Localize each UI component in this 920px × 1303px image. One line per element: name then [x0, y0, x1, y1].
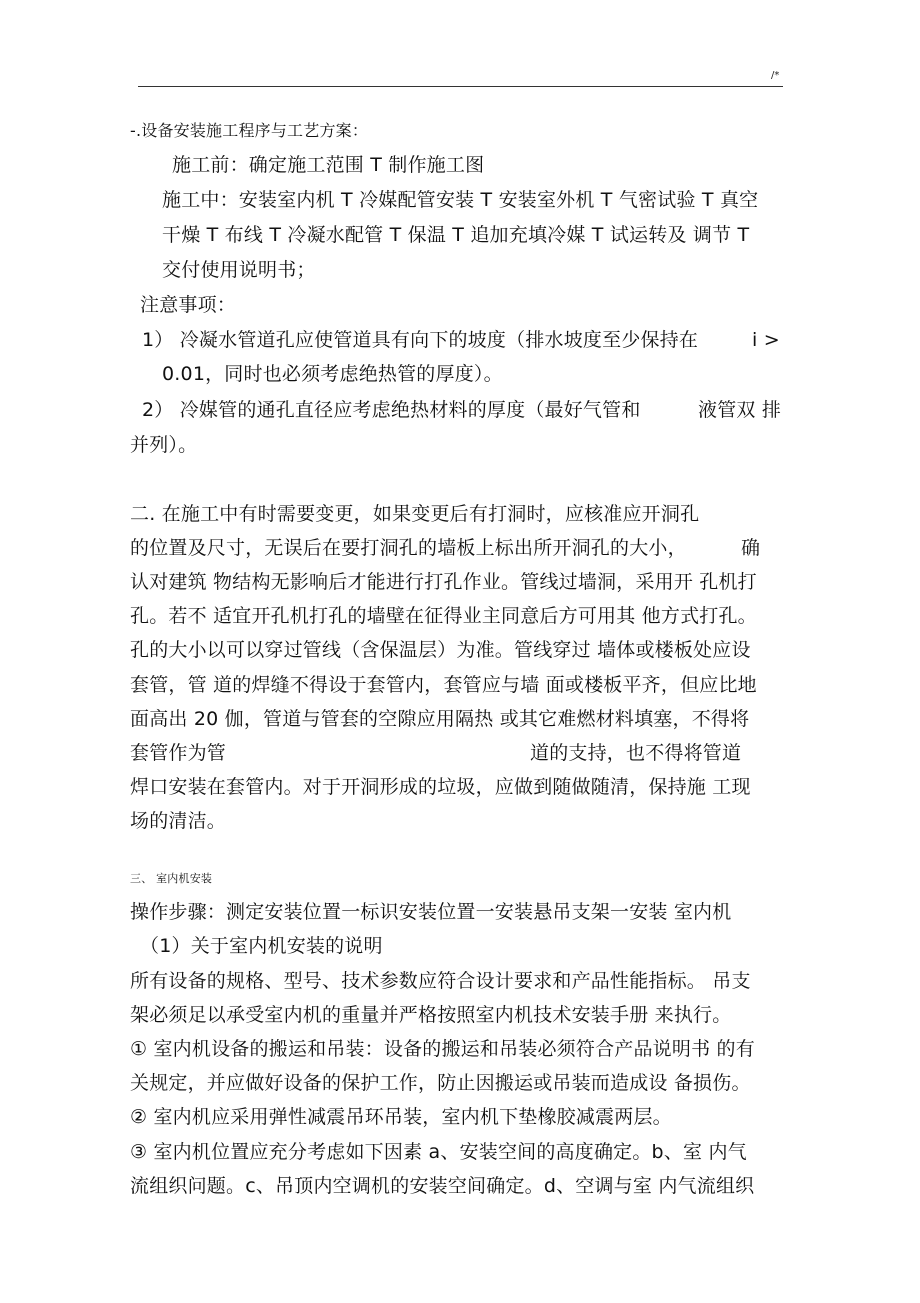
operation-steps: 操作步骤：测定安装位置一标识安装位置一安装悬吊支架一安装 室内机 [130, 901, 732, 923]
note-2-part-b: 并列）。 [130, 434, 198, 456]
section2-line-9: 焊口安装在套管内。对于开洞形成的垃圾，应做到随做随清，保持施 工现 [130, 776, 751, 798]
section3-line-7: 流组织问题。c、吊顶内空调机的安装空间确定。d、空调与室 内气流组织 [130, 1175, 755, 1197]
section2-line-4: 孔。若不 适宜开孔机打孔的墙壁在征得业主同意后方可用其 他方式打孔。 [130, 605, 757, 627]
note-2-fragment: 液管双 排 [698, 399, 782, 421]
section3-title: 三、 室内机安装 [130, 872, 213, 885]
note-1-inequality: i > [752, 329, 780, 351]
section2-line-3: 认对建筑 物结构无影响后才能进行打孔作业。管线过墙洞，采用开 孔机打 [130, 571, 757, 593]
section2-line-10: 场的清洁。 [130, 810, 227, 832]
section2-line-6: 套管，管 道的焊缝不得设于套管内，套管应与墙 面或楼板平齐，但应比地 [130, 674, 757, 696]
section2-line-7: 面高出 20 伽，管道与管套的空隙应用隔热 或其它难燃材料填塞，不得将 [130, 708, 750, 730]
during-line-1: 施工中：安装室内机 T 冷媒配管安装 T 安装室外机 T 气密试验 T 真空 [162, 189, 759, 211]
pre-construction-line: 施工前：确定施工范围 T 制作施工图 [172, 154, 485, 176]
header-rule [138, 86, 783, 87]
section2-line-8-right: 道的支持，也不得将管道 [530, 742, 742, 764]
note-2-part-a: 2） 冷媒管的通孔直径应考虑绝热材料的厚度（最好气管和 [142, 399, 641, 421]
section3-line-1: 所有设备的规格、型号、技术参数应符合设计要求和产品性能指标。 吊支 [130, 970, 751, 992]
section3-line-2: 架必须足以承受室内机的重量并严格按照室内机技术安装手册 来执行。 [130, 1004, 732, 1026]
section1-title: -.设备安装施工程序与工艺方案： [130, 121, 369, 140]
during-line-3: 交付使用说明书； [162, 259, 316, 281]
header-mark: /* [771, 70, 780, 81]
section3-line-4: 关规定，并应做好设备的保护工作，防止因搬运或吊装而造成设 备损伤。 [130, 1072, 751, 1094]
section2-line-8-left: 套管作为管 [130, 742, 227, 764]
note-1-part-b: 0.01，同时也必须考虑绝热管的厚度）。 [162, 363, 503, 385]
notes-label: 注意事项： [140, 294, 237, 316]
during-line-2: 干燥 T 布线 T 冷凝水配管 T 保温 T 追加充填冷媒 T 试运转及 调节 T [162, 224, 750, 246]
section3-line-3: ① 室内机设备的搬运和吊装：设备的搬运和吊装必须符合产品说明书 的有 [130, 1038, 755, 1060]
section2-line-2-right: 确 [741, 537, 761, 559]
section3-line-6: ③ 室内机位置应充分考虑如下因素 a、安装空间的高度确定。b、室 内气 [130, 1141, 747, 1163]
section2-line-1: 二. 在施工中有时需要变更，如果变更后有打洞时，应核准应开洞孔 [130, 503, 700, 525]
section3-subheading: （1）关于室内机安装的说明 [140, 935, 383, 957]
section3-line-5: ② 室内机应采用弹性减震吊环吊装，室内机下垫橡胶减震两层。 [130, 1106, 672, 1128]
section2-line-5: 孔的大小以可以穿过管线（含保温层）为准。管线穿过 墙体或楼板处应设 [130, 639, 751, 661]
note-1-part-a: 1） 冷凝水管道孔应使管道具有向下的坡度（排水坡度至少保持在 [142, 329, 699, 351]
section2-line-2: 的位置及尺寸，无误后在要打洞孔的墙板上标出所开洞孔的大小， [130, 537, 687, 559]
